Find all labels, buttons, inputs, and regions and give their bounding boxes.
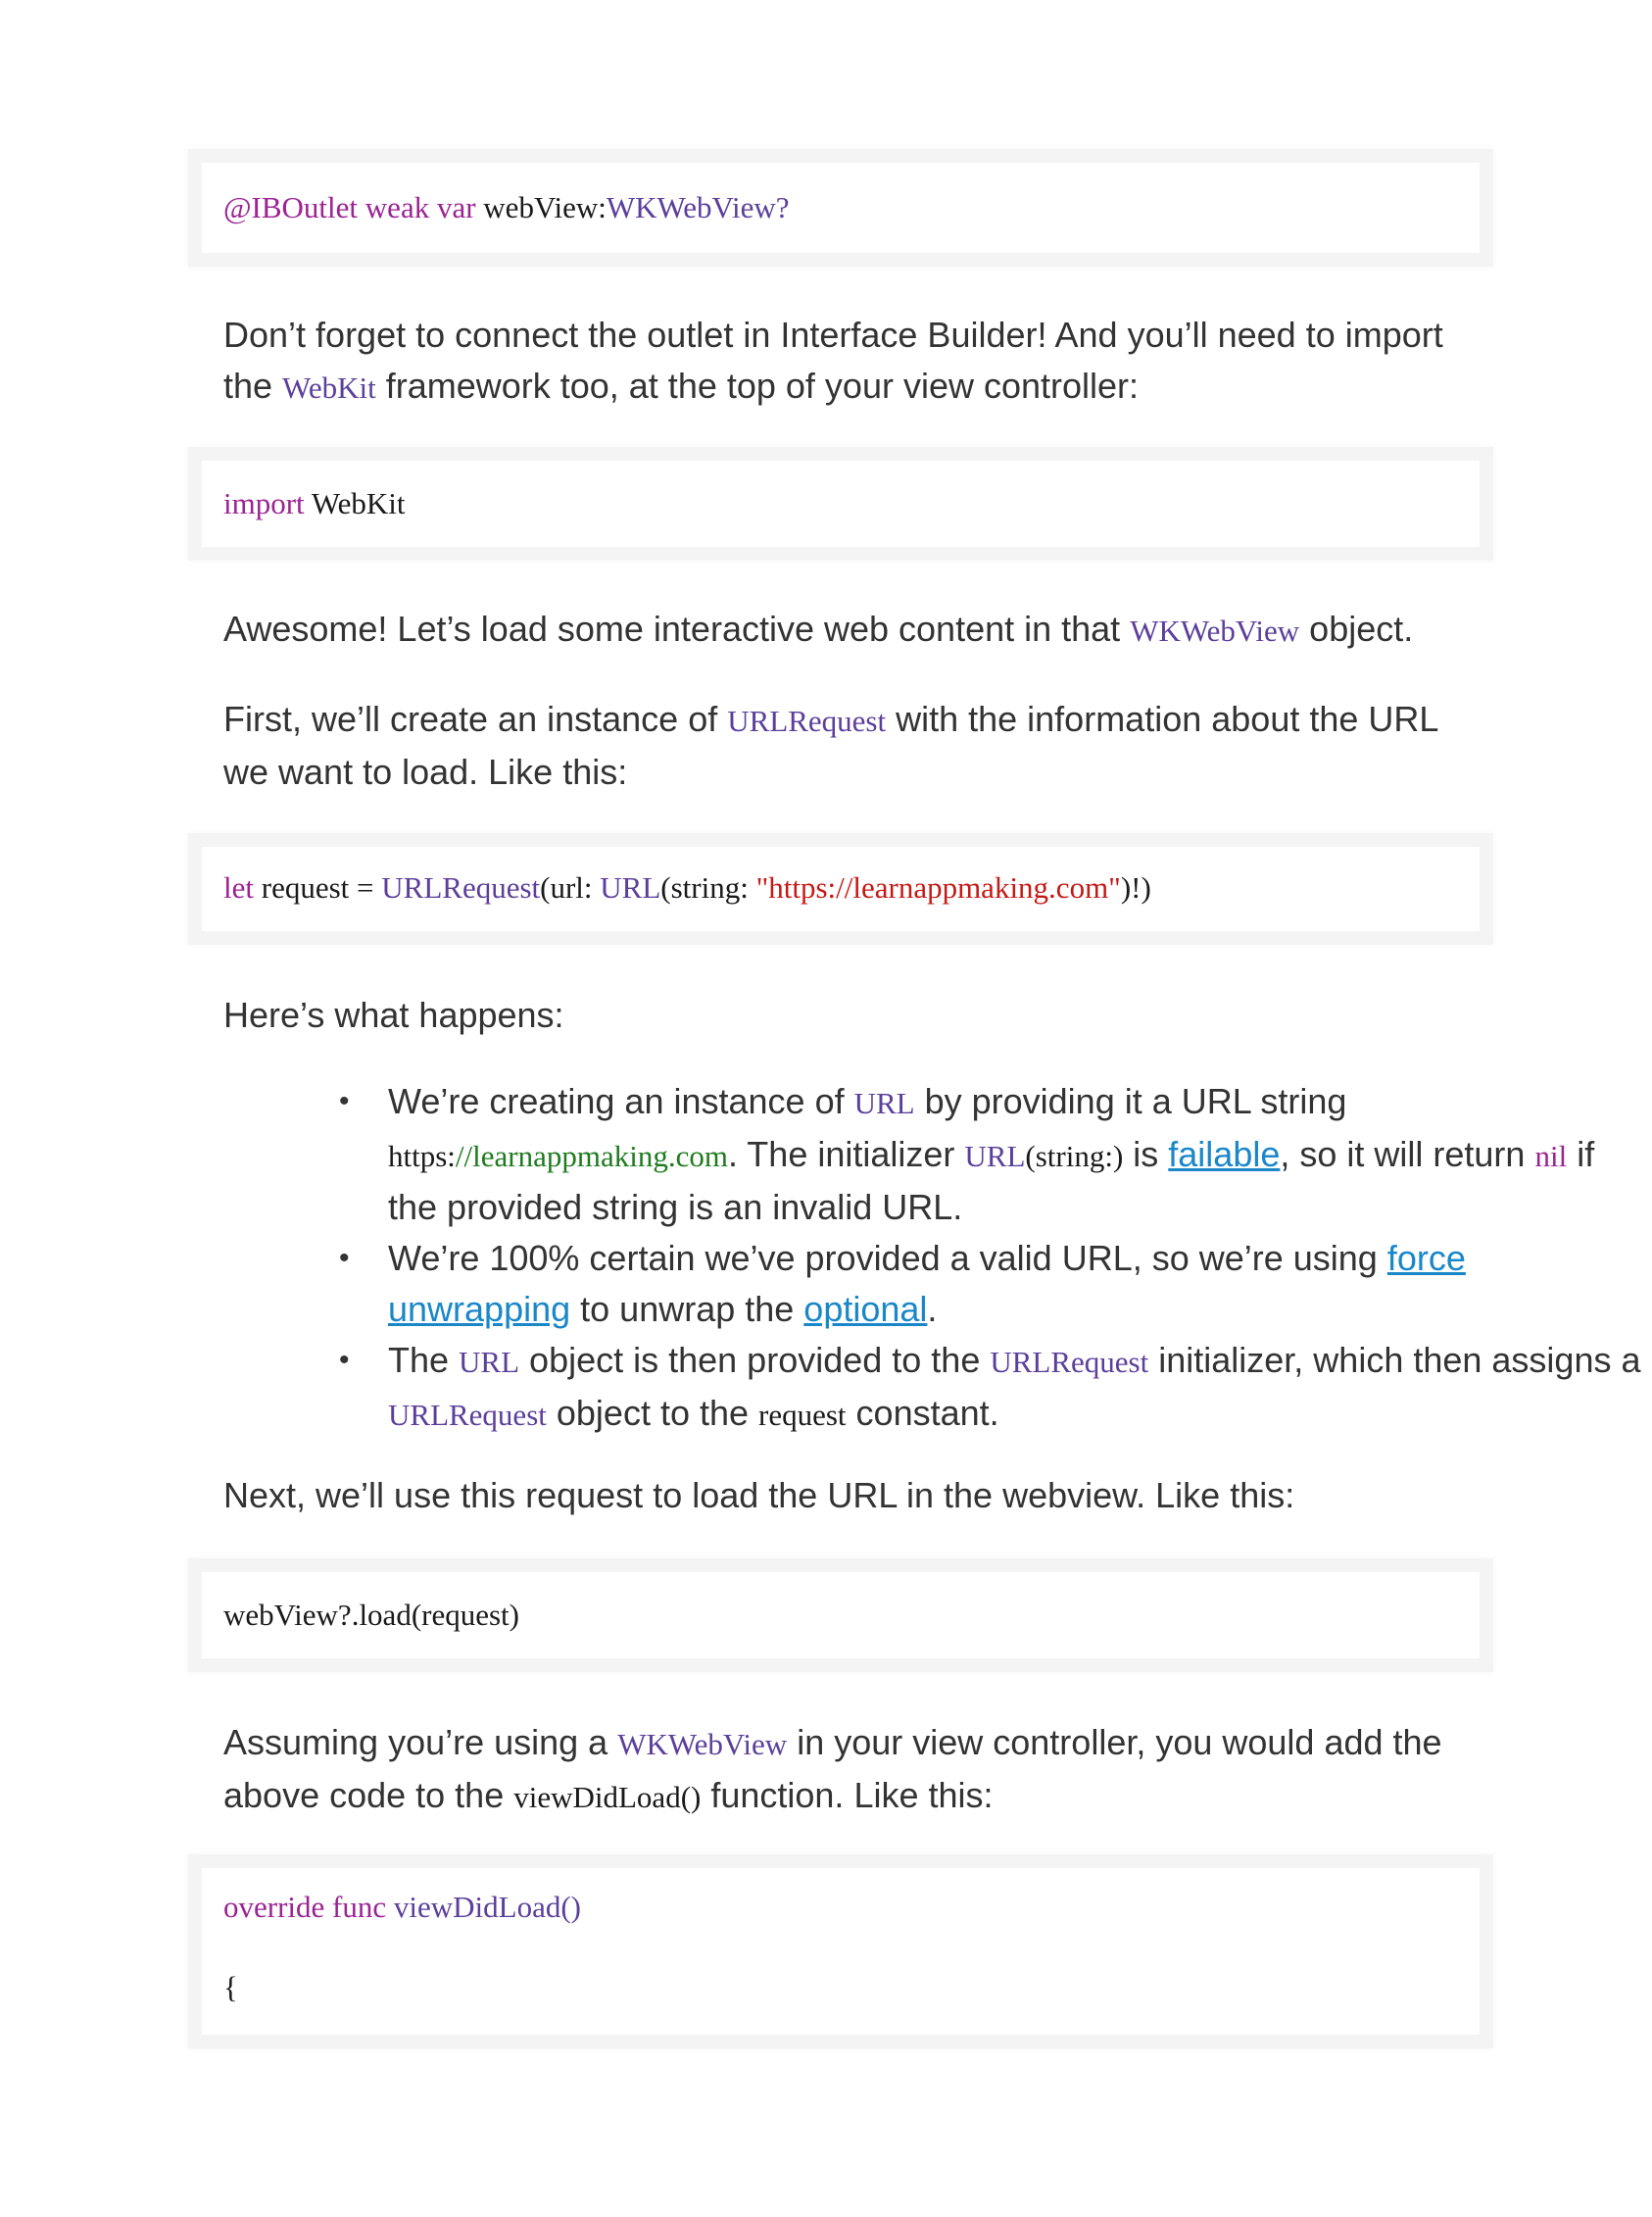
paragraph-connect-outlet bbox=[223, 310, 1487, 414]
code-line bbox=[223, 190, 790, 225]
inline-code: nil bbox=[1534, 1139, 1568, 1173]
text: The bbox=[388, 1340, 460, 1380]
text: object is then provided to the bbox=[519, 1340, 991, 1380]
code-brace: { bbox=[223, 1970, 238, 2004]
code-attribute: @IBOutlet bbox=[223, 190, 359, 224]
inline-code: viewDidLoad() bbox=[513, 1780, 702, 1814]
code-identifier: webView: bbox=[483, 190, 607, 224]
code-identifier: request = bbox=[254, 870, 382, 905]
inline-code: WKWebView bbox=[1130, 614, 1300, 648]
text: with the information about the URL we want to load. Like this: bbox=[223, 699, 1438, 792]
list-item bbox=[388, 1076, 1652, 1233]
inline-code: (string:) bbox=[1025, 1139, 1124, 1173]
list-item bbox=[388, 1233, 1652, 1335]
text: Don’t forget to connect the outlet in Interface Builder! And you’ll need to import the bbox=[223, 315, 1443, 406]
code-keyword: weak bbox=[364, 190, 430, 224]
code-type: URL bbox=[600, 870, 661, 905]
inline-code: URL bbox=[459, 1345, 520, 1379]
paragraph-heres-what-happens bbox=[223, 990, 1487, 1041]
inline-code: //learnappmaking.com bbox=[455, 1139, 728, 1173]
text: is bbox=[1123, 1134, 1169, 1174]
text: Assuming you’re using a bbox=[223, 1722, 618, 1762]
code-line bbox=[223, 486, 406, 521]
text: First, we’ll create an instance of bbox=[223, 699, 728, 739]
code-line bbox=[223, 1970, 238, 2005]
text: . bbox=[927, 1289, 938, 1329]
text: framework too, at the top of your view controller: bbox=[375, 366, 1140, 406]
code-type: URLRequest bbox=[381, 870, 541, 905]
text: by providing it a URL string bbox=[914, 1081, 1347, 1121]
paragraph-next bbox=[223, 1470, 1487, 1521]
text: constant. bbox=[846, 1393, 999, 1433]
code-keyword: override bbox=[223, 1890, 325, 1924]
text: We’re creating an instance of bbox=[388, 1081, 854, 1121]
text: if the provided string is an invalid URL. bbox=[388, 1134, 1595, 1227]
text: to unwrap the bbox=[570, 1289, 804, 1329]
text: Here’s what happens: bbox=[223, 995, 564, 1035]
text: initializer, which then assigns a bbox=[1148, 1340, 1641, 1380]
optional-link[interactable]: optional bbox=[803, 1289, 928, 1329]
inline-code: URL bbox=[964, 1139, 1026, 1173]
code-keyword: import bbox=[223, 486, 305, 520]
inline-code: request bbox=[758, 1398, 847, 1432]
inline-code: URLRequest bbox=[727, 704, 887, 738]
code-identifier: WebKit bbox=[304, 486, 406, 520]
inline-code: https: bbox=[388, 1139, 456, 1173]
text: Awesome! Let’s load some interactive web content in that bbox=[223, 609, 1131, 649]
list-item bbox=[388, 1335, 1652, 1441]
paragraph-awesome bbox=[223, 604, 1487, 657]
inline-code: URLRequest bbox=[990, 1345, 1149, 1379]
code-identifier: webView?.load(request) bbox=[223, 1598, 519, 1632]
inline-code: WebKit bbox=[282, 370, 376, 405]
text: in your view controller, you would add the above code to the bbox=[223, 1722, 1442, 1815]
code-string: "https://learnappmaking.com" bbox=[755, 870, 1121, 905]
paragraph-assuming bbox=[223, 1717, 1487, 1823]
code-keyword: let bbox=[223, 870, 254, 905]
code-line bbox=[223, 1890, 581, 1925]
text: object to the bbox=[546, 1393, 759, 1433]
explanation-list bbox=[223, 1076, 1652, 1441]
code-punct: )!) bbox=[1120, 870, 1151, 905]
code-block-request bbox=[188, 833, 1493, 945]
code-block-outlet bbox=[188, 149, 1493, 267]
inline-code: URLRequest bbox=[388, 1398, 547, 1432]
text: function. Like this: bbox=[701, 1775, 994, 1815]
text: We’re 100% certain we’ve provided a valid URL, so we’re using bbox=[388, 1238, 1387, 1278]
code-block-load bbox=[188, 1558, 1493, 1672]
code-keyword: func bbox=[332, 1890, 387, 1924]
code-keyword: var bbox=[436, 190, 476, 224]
inline-code: WKWebView bbox=[617, 1727, 788, 1761]
code-punct: (string: bbox=[660, 870, 756, 905]
code-line bbox=[223, 1598, 519, 1633]
text: . The initializer bbox=[727, 1134, 965, 1174]
code-punct: (url: bbox=[540, 870, 601, 905]
force-unwrapping-link[interactable]: force unwrapping bbox=[388, 1238, 1466, 1329]
code-type: WKWebView? bbox=[606, 190, 790, 224]
text: , so it will return bbox=[1280, 1134, 1535, 1174]
code-function-name: viewDidLoad() bbox=[393, 1890, 581, 1924]
text: Next, we’ll use this request to load the URL in the webview. Like this: bbox=[223, 1475, 1295, 1515]
code-block-import bbox=[188, 447, 1493, 561]
text: object. bbox=[1299, 609, 1414, 649]
inline-code: URL bbox=[853, 1086, 915, 1120]
paragraph-first bbox=[223, 694, 1487, 798]
code-line bbox=[223, 870, 1151, 906]
code-block-viewdidload bbox=[188, 1854, 1493, 2048]
failable-link[interactable]: failable bbox=[1168, 1134, 1281, 1174]
